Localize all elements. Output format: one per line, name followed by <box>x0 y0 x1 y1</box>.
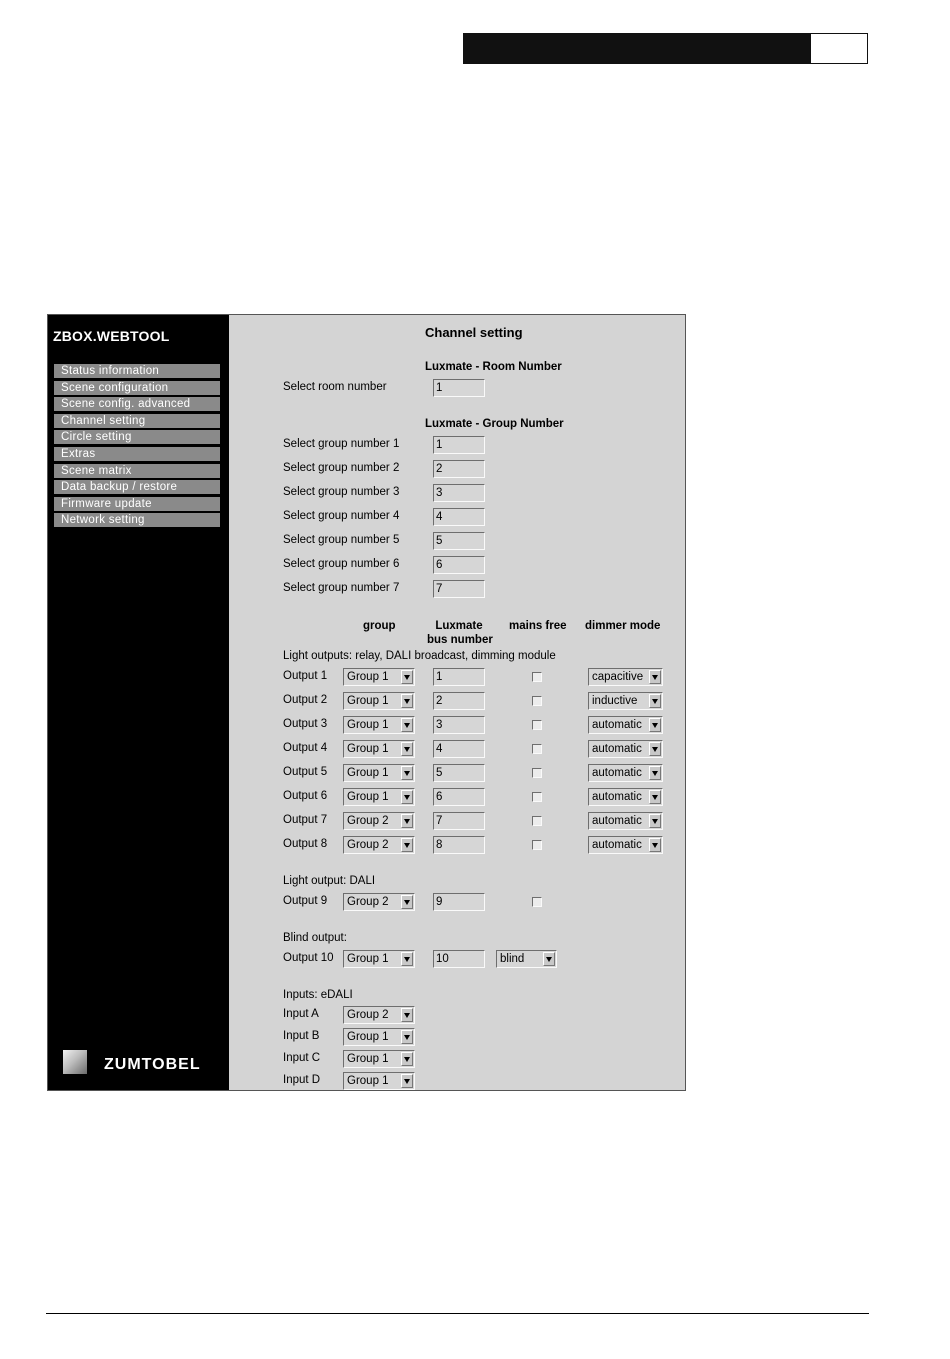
dropdown-arrow-icon[interactable] <box>401 814 413 828</box>
mains-free-checkbox[interactable] <box>532 672 542 682</box>
output-group-select[interactable] <box>343 692 415 710</box>
input-group-select[interactable] <box>343 1028 415 1046</box>
output-label: Output 1 <box>283 670 328 682</box>
output-label: Output 5 <box>283 766 328 778</box>
bus-number-input[interactable]: 7 <box>433 812 485 830</box>
select-value: Group 1 <box>347 671 389 683</box>
sidebar-item-scene-configuration[interactable]: Scene configuration <box>54 381 220 395</box>
column-header-mains-free: mains free <box>509 620 567 632</box>
dropdown-arrow-icon[interactable] <box>649 694 661 708</box>
mains-free-checkbox[interactable] <box>532 720 542 730</box>
dropdown-arrow-icon[interactable] <box>649 790 661 804</box>
group-label: Select group number 2 <box>283 462 400 474</box>
sidebar-item-network-setting[interactable]: Network setting <box>54 513 220 527</box>
bus-number-input[interactable]: 3 <box>433 716 485 734</box>
sidebar-item-channel-setting[interactable]: Channel setting <box>54 414 220 428</box>
output-label: Output 8 <box>283 838 328 850</box>
group-number-input[interactable]: 2 <box>433 460 485 478</box>
output-group-select[interactable] <box>343 812 415 830</box>
output-label: Output 3 <box>283 718 328 730</box>
dropdown-arrow-icon[interactable] <box>401 1052 413 1066</box>
dropdown-arrow-icon[interactable] <box>401 838 413 852</box>
dropdown-arrow-icon[interactable] <box>649 718 661 732</box>
mains-free-checkbox[interactable] <box>532 696 542 706</box>
light-outputs-heading: Light outputs: relay, DALI broadcast, dimming module <box>283 650 556 662</box>
select-value: Group 1 <box>347 1075 389 1087</box>
dropdown-arrow-icon[interactable] <box>401 742 413 756</box>
dimmer-mode-select[interactable] <box>588 716 663 734</box>
dimmer-mode-select[interactable] <box>588 668 663 686</box>
output-group-select[interactable] <box>343 764 415 782</box>
select-value: Group 2 <box>347 839 389 851</box>
output-label: Output 9 <box>283 895 328 907</box>
input-group-select[interactable] <box>343 1072 415 1090</box>
bus-number-input[interactable]: 2 <box>433 692 485 710</box>
select-value: automatic <box>592 743 642 755</box>
group-label: Select group number 3 <box>283 486 400 498</box>
mains-free-checkbox[interactable] <box>532 792 542 802</box>
sidebar-item-circle-setting[interactable]: Circle setting <box>54 430 220 444</box>
room-number-input[interactable]: 1 <box>433 379 485 397</box>
group-heading: Luxmate - Group Number <box>425 418 564 430</box>
dimmer-mode-select[interactable] <box>588 812 663 830</box>
select-value: Group 2 <box>347 896 389 908</box>
dropdown-arrow-icon[interactable] <box>401 718 413 732</box>
dropdown-arrow-icon[interactable] <box>401 1030 413 1044</box>
dali-output-heading: Light output: DALI <box>283 875 376 887</box>
input-label: Input D <box>283 1074 321 1086</box>
logo-text: ZUMTOBEL <box>104 1056 201 1073</box>
input-group-select[interactable] <box>343 1050 415 1068</box>
bus-number-input[interactable]: 9 <box>433 893 485 911</box>
dropdown-arrow-icon[interactable] <box>649 670 661 684</box>
blind-type-select[interactable] <box>496 950 557 968</box>
input-label: Input B <box>283 1030 320 1042</box>
dropdown-arrow-icon[interactable] <box>401 1008 413 1022</box>
select-value: Group 1 <box>347 695 389 707</box>
app-title: ZBOX.WEBTOOL <box>53 328 170 344</box>
sidebar-item-firmware-update[interactable]: Firmware update <box>54 497 220 511</box>
dropdown-arrow-icon[interactable] <box>543 952 555 966</box>
dropdown-arrow-icon[interactable] <box>401 952 413 966</box>
select-value: Group 1 <box>347 791 389 803</box>
bus-number-input[interactable]: 8 <box>433 836 485 854</box>
group-number-input[interactable]: 7 <box>433 580 485 598</box>
page-title: Channel setting <box>425 325 523 340</box>
input-group-select[interactable] <box>343 1006 415 1024</box>
group-label: Select group number 5 <box>283 534 400 546</box>
output-label: Output 10 <box>283 952 334 964</box>
select-value: Group 2 <box>347 1009 389 1021</box>
output-label: Output 7 <box>283 814 328 826</box>
select-value: Group 1 <box>347 953 389 965</box>
group-number-input[interactable]: 4 <box>433 508 485 526</box>
column-header-dimmer-mode: dimmer mode <box>585 620 661 632</box>
select-value: blind <box>500 953 525 965</box>
output-group-select[interactable] <box>343 836 415 854</box>
sidebar-item-scene-matrix[interactable]: Scene matrix <box>54 464 220 478</box>
select-value: automatic <box>592 839 642 851</box>
group-label: Select group number 7 <box>283 582 400 594</box>
header-bar <box>463 33 810 64</box>
output-label: Output 4 <box>283 742 328 754</box>
output-group-select[interactable] <box>343 740 415 758</box>
mains-free-checkbox[interactable] <box>532 840 542 850</box>
dropdown-arrow-icon[interactable] <box>401 694 413 708</box>
room-label: Select room number <box>283 381 387 393</box>
input-label: Input A <box>283 1008 319 1020</box>
select-value: Group 1 <box>347 719 389 731</box>
output-label: Output 2 <box>283 694 328 706</box>
dropdown-arrow-icon[interactable] <box>401 766 413 780</box>
mains-free-checkbox[interactable] <box>532 768 542 778</box>
bus-number-input[interactable]: 10 <box>433 950 485 968</box>
dropdown-arrow-icon[interactable] <box>401 790 413 804</box>
sidebar-item-extras[interactable]: Extras <box>54 447 220 461</box>
footer-rule <box>46 1313 869 1314</box>
output-group-select[interactable] <box>343 716 415 734</box>
dimmer-mode-select[interactable] <box>588 788 663 806</box>
column-header-group: group <box>363 620 396 632</box>
group-number-input[interactable]: 1 <box>433 436 485 454</box>
output-group-select[interactable] <box>343 893 415 911</box>
group-label: Select group number 1 <box>283 438 400 450</box>
dropdown-arrow-icon[interactable] <box>649 742 661 756</box>
sidebar-item-status-information[interactable]: Status information <box>54 364 220 378</box>
select-value: automatic <box>592 719 642 731</box>
group-label: Select group number 4 <box>283 510 400 522</box>
select-value: Group 1 <box>347 1053 389 1065</box>
inputs-heading: Inputs: eDALI <box>283 989 353 1001</box>
dimmer-mode-select[interactable] <box>588 764 663 782</box>
dropdown-arrow-icon[interactable] <box>649 838 661 852</box>
dimmer-mode-select[interactable] <box>588 836 663 854</box>
mains-free-checkbox[interactable] <box>532 816 542 826</box>
select-value: Group 2 <box>347 815 389 827</box>
blind-output-heading: Blind output: <box>283 932 347 944</box>
mains-free-checkbox[interactable] <box>532 897 542 907</box>
dropdown-arrow-icon[interactable] <box>401 670 413 684</box>
bus-number-input[interactable]: 5 <box>433 764 485 782</box>
select-value: automatic <box>592 791 642 803</box>
dimmer-mode-select[interactable] <box>588 692 663 710</box>
output-group-select[interactable] <box>343 668 415 686</box>
group-number-input[interactable]: 6 <box>433 556 485 574</box>
mains-free-checkbox[interactable] <box>532 744 542 754</box>
bus-number-input[interactable]: 6 <box>433 788 485 806</box>
main-panel <box>229 315 685 1090</box>
webtool-screenshot <box>47 314 686 1091</box>
input-label: Input C <box>283 1052 321 1064</box>
sidebar <box>48 315 229 1090</box>
sidebar-item-scene-config-advanced[interactable]: Scene config. advanced <box>54 397 220 411</box>
dropdown-arrow-icon[interactable] <box>649 814 661 828</box>
sidebar-nav <box>54 364 220 530</box>
room-heading: Luxmate - Room Number <box>425 361 562 373</box>
select-value: Group 1 <box>347 743 389 755</box>
group-number-input[interactable]: 5 <box>433 532 485 550</box>
zumtobel-logo <box>63 1050 201 1074</box>
bus-number-input[interactable]: 1 <box>433 668 485 686</box>
bus-number-input[interactable]: 4 <box>433 740 485 758</box>
select-value: automatic <box>592 815 642 827</box>
group-number-input[interactable]: 3 <box>433 484 485 502</box>
column-header-bus-line1: Luxmate <box>435 620 483 632</box>
select-value: capacitive <box>592 671 644 683</box>
select-value: inductive <box>592 695 638 707</box>
column-header-bus-line2: bus number <box>427 634 493 646</box>
logo-mark-icon <box>63 1050 87 1074</box>
select-value: Group 1 <box>347 767 389 779</box>
column-header-bus-number <box>427 619 491 647</box>
sidebar-item-data-backup-restore[interactable]: Data backup / restore <box>54 480 220 494</box>
select-value: automatic <box>592 767 642 779</box>
dropdown-arrow-icon[interactable] <box>401 1074 413 1088</box>
dropdown-arrow-icon[interactable] <box>649 766 661 780</box>
output-label: Output 6 <box>283 790 328 802</box>
page-number-box <box>810 33 868 64</box>
output-group-select[interactable] <box>343 950 415 968</box>
dropdown-arrow-icon[interactable] <box>401 895 413 909</box>
group-label: Select group number 6 <box>283 558 400 570</box>
output-group-select[interactable] <box>343 788 415 806</box>
dimmer-mode-select[interactable] <box>588 740 663 758</box>
select-value: Group 1 <box>347 1031 389 1043</box>
